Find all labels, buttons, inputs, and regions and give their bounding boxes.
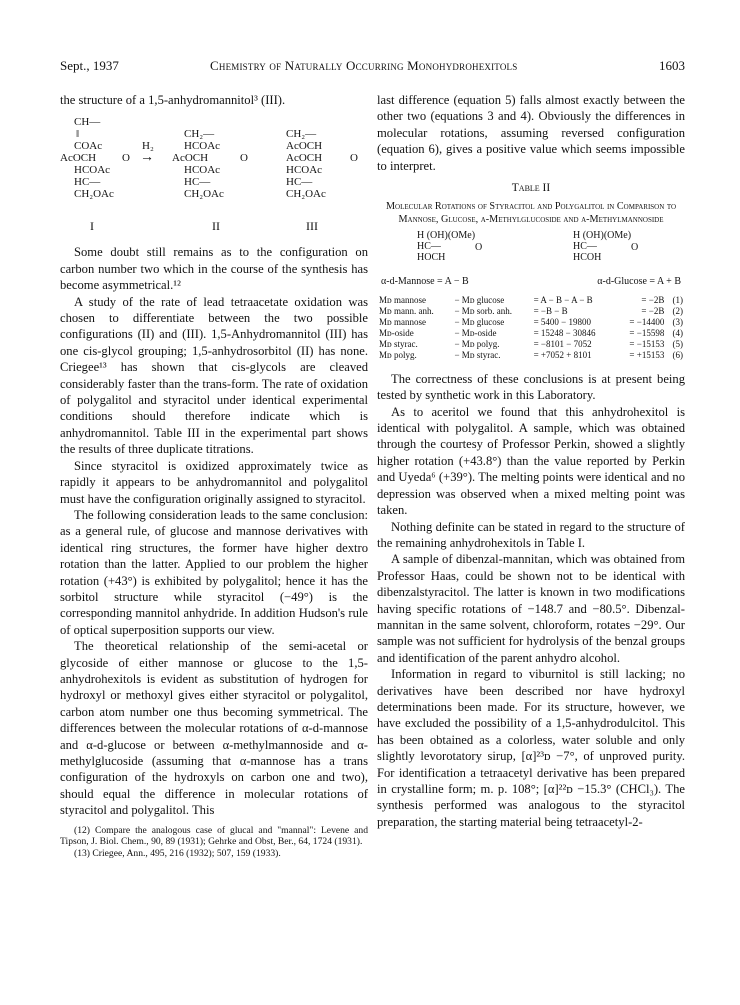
glucose-fragment: H (OH)(OMe) HC— HCOH [573, 230, 632, 264]
footnote-12: (12) Compare the analogous case of glucal and "mannal": Levene and Tipson, J. Biol. Chem., 90, 89 (1931); Gehrke and Obst, Ber., 64, 1724 (1931). [60, 824, 368, 848]
label-III: III [306, 219, 318, 234]
ring-oxygen-III: O [350, 152, 358, 165]
table-caption: Molecular Rotations of Styracitol and Polygalitol in Comparison to Mannose, Glucose, α-Methylglucoside and α-Methylmannoside [385, 201, 677, 226]
arrow-label: H₂ [142, 140, 154, 153]
glucose-equation: α-d-Glucose = A + B [597, 276, 681, 288]
paragraph: A study of the rate of lead tetraacetate oxidation was chosen to differentiate between the two possible configurations (II) and (III). 1,5-Anhydromannitol (III) has one cis-glycol grouping; 1,5-anhydrosorbitol (II) has none. Criegee¹³ has shown that cis-glycols are cleaved considerably faster than the trans-form. The rate of oxidation of polygalitol and styracitol under identical experimental conditions should therefore indicate which is anhydromannitol. Table III in the experimental part shows the results of three duplicate titrations. [60, 294, 368, 457]
mannose-fragment: H (OH)(OMe) HC— HOCH [417, 230, 476, 264]
table-row: Mᴅ mannose − Mᴅ glucose = A − B − A − B = −2B (1) [379, 294, 683, 305]
intro-line: the structure of a 1,5-anhydromannitol³ (III). [60, 93, 286, 107]
paragraph: As to aceritol we found that this anhydrohexitol is identical with polygalitol. A sample, which was obtained through the courtesy of Professor Perkin, showed a slightly higher rotation (+43.8°) than the value reported by Perkin and Uyeda⁶ (+39°). The melting points were identical and no depression was observed when a mixed melting point was taken. [377, 404, 685, 518]
paragraph: The theoretical relationship of the semi-acetal or glycoside of either mannose or glucose to the 1,5-anhydrohexitols is evident as substitution of hydrogen for hydroxyl or methoxyl gives either styracitol or polygalitol, carbon atom number one thus becoming symmetrical. The differences between the molecular rotations of α-d-mannose and α-d-glucose or between α-methylmannoside and α-methylglucoside (assuming that α-mannose has a trans configuration of the hydroxyls on carbon one and two), should equal the difference in molecular rotations of styracitol and polygalitol. This [60, 639, 368, 818]
footnotes [60, 825, 368, 860]
structure-formulas [60, 116, 368, 234]
left-column [60, 92, 368, 859]
arrow-icon: → [140, 150, 154, 166]
footnote-13: (13) Criegee, Ann., 495, 216 (1932); 507, 159 (1933). [74, 847, 281, 859]
table-row: Mᴅ mann. anh. − Mᴅ sorb. anh. = −B − B = −2B (2) [379, 305, 683, 316]
ring-oxygen-I: O [122, 152, 130, 165]
ring-oxygen: O [631, 242, 639, 254]
running-header [60, 58, 685, 76]
label-I: I [90, 219, 94, 234]
header-date: Sept., 1937 [60, 58, 119, 73]
structure-III: CH₂— AcOCH AcOCH HCOAc HC— CH₂OAc [286, 128, 326, 201]
paragraph: The correctness of these conclusions is at present being tested by synthetic work in this Laboratory. [377, 371, 685, 403]
paragraph: Since styracitol is oxidized approximately twice as rapidly it appears to be anhydromannitol and polygalitol must have the configuration originally assigned to styracitol. [60, 458, 368, 506]
page-number: 1603 [659, 58, 685, 73]
paragraph: Some doubt still remains as to the configuration on carbon number two which in the course of the synthesis has become asymmetrical.¹² [60, 245, 368, 293]
paragraph: Information in regard to viburnitol is still lacking; no derivatives have been described nor have hydroxyl determinations been made. For its structure, however, we have excluded the possibility of a 1,5-anhydrodulcitol. This has been obtained as a colorless, water soluble and only slightly levorotatory sirup, [α]²³ᴅ −7°, of unproved purity. For identification a tetraacetyl derivative has been prepared in crystalline form; m. p. 108°; [α]²²ᴅ −15.3° (CHCl₃). The synthesis performed was analogous to the styracitol preparation, the starting material being tetraacetyl-2- [377, 667, 685, 829]
paragraph: last difference (equation 5) falls almost exactly between the other two (equations 3 and 4). Obviously the differences in molecular rotations, assuming reversed configuration (equation 6), gives a positive value which seems impossible to interpret. [377, 93, 685, 173]
table-row: Mᴅ polyg. − Mᴅ styrac. = +7052 + 8101 = +15153 (6) [379, 349, 683, 360]
table-structures [377, 230, 685, 272]
header-title: Chemistry of Naturally Occurring Monohydrohexitols [210, 58, 518, 73]
ring-oxygen: O [475, 242, 483, 254]
mannose-equation: α-d-Mannose = A − B [381, 276, 469, 288]
table-title: Table II [511, 182, 551, 195]
rotation-table [377, 295, 685, 361]
table-row: Mᴅ mannose − Mᴅ glucose = 5400 − 19800 = −14400 (3) [379, 316, 683, 327]
ring-oxygen-II: O [240, 152, 248, 165]
paragraph: Nothing definite can be stated in regard to the structure of the remaining anhydrohexitols in Table I. [377, 519, 685, 550]
table-row: Mᴅ-oside − Mᴅ-oside = 15248 − 30846 = −15598 (4) [379, 327, 683, 338]
table-row: Mᴅ styrac. − Mᴅ polyg. = −8101 − 7052 = −15153 (5) [379, 338, 683, 349]
structure-I: CH— ‖ COAc AcOCH HCOAc HC— CH₂OAc [60, 116, 114, 201]
structure-II: CH₂— HCOAc AcOCH HCOAc HC— CH₂OAc [172, 128, 224, 201]
paragraph: The following consideration leads to the same conclusion: as a general rule, of glucose and mannose derivatives with identical ring structures, the former have higher dextro rotation than the latter. Applied to our problem the higher rotation (+43°) is exhibited by polygalitol; hence it has the sorbitol structure while styracitol (−49°) is the corresponding mannitol anhydride. In addition Hudson's rule of optical superposition supports our view. [60, 507, 368, 637]
label-II: II [212, 219, 220, 234]
equation-line [377, 274, 685, 290]
right-column [377, 92, 685, 830]
paragraph: A sample of dibenzal-mannitan, which was obtained from Professor Haas, could be shown not to be identical with dibenzalstyracitol. The latter is known in two modifications having specific rotations of −148.7 and −80.5°. Dibenzal-mannitan in the same solvent, chloroform, rotates −29°. Our sample was not sufficient for hydrolysis of the benzal groups and identification of the parent anhydro alcohol. [377, 552, 685, 665]
